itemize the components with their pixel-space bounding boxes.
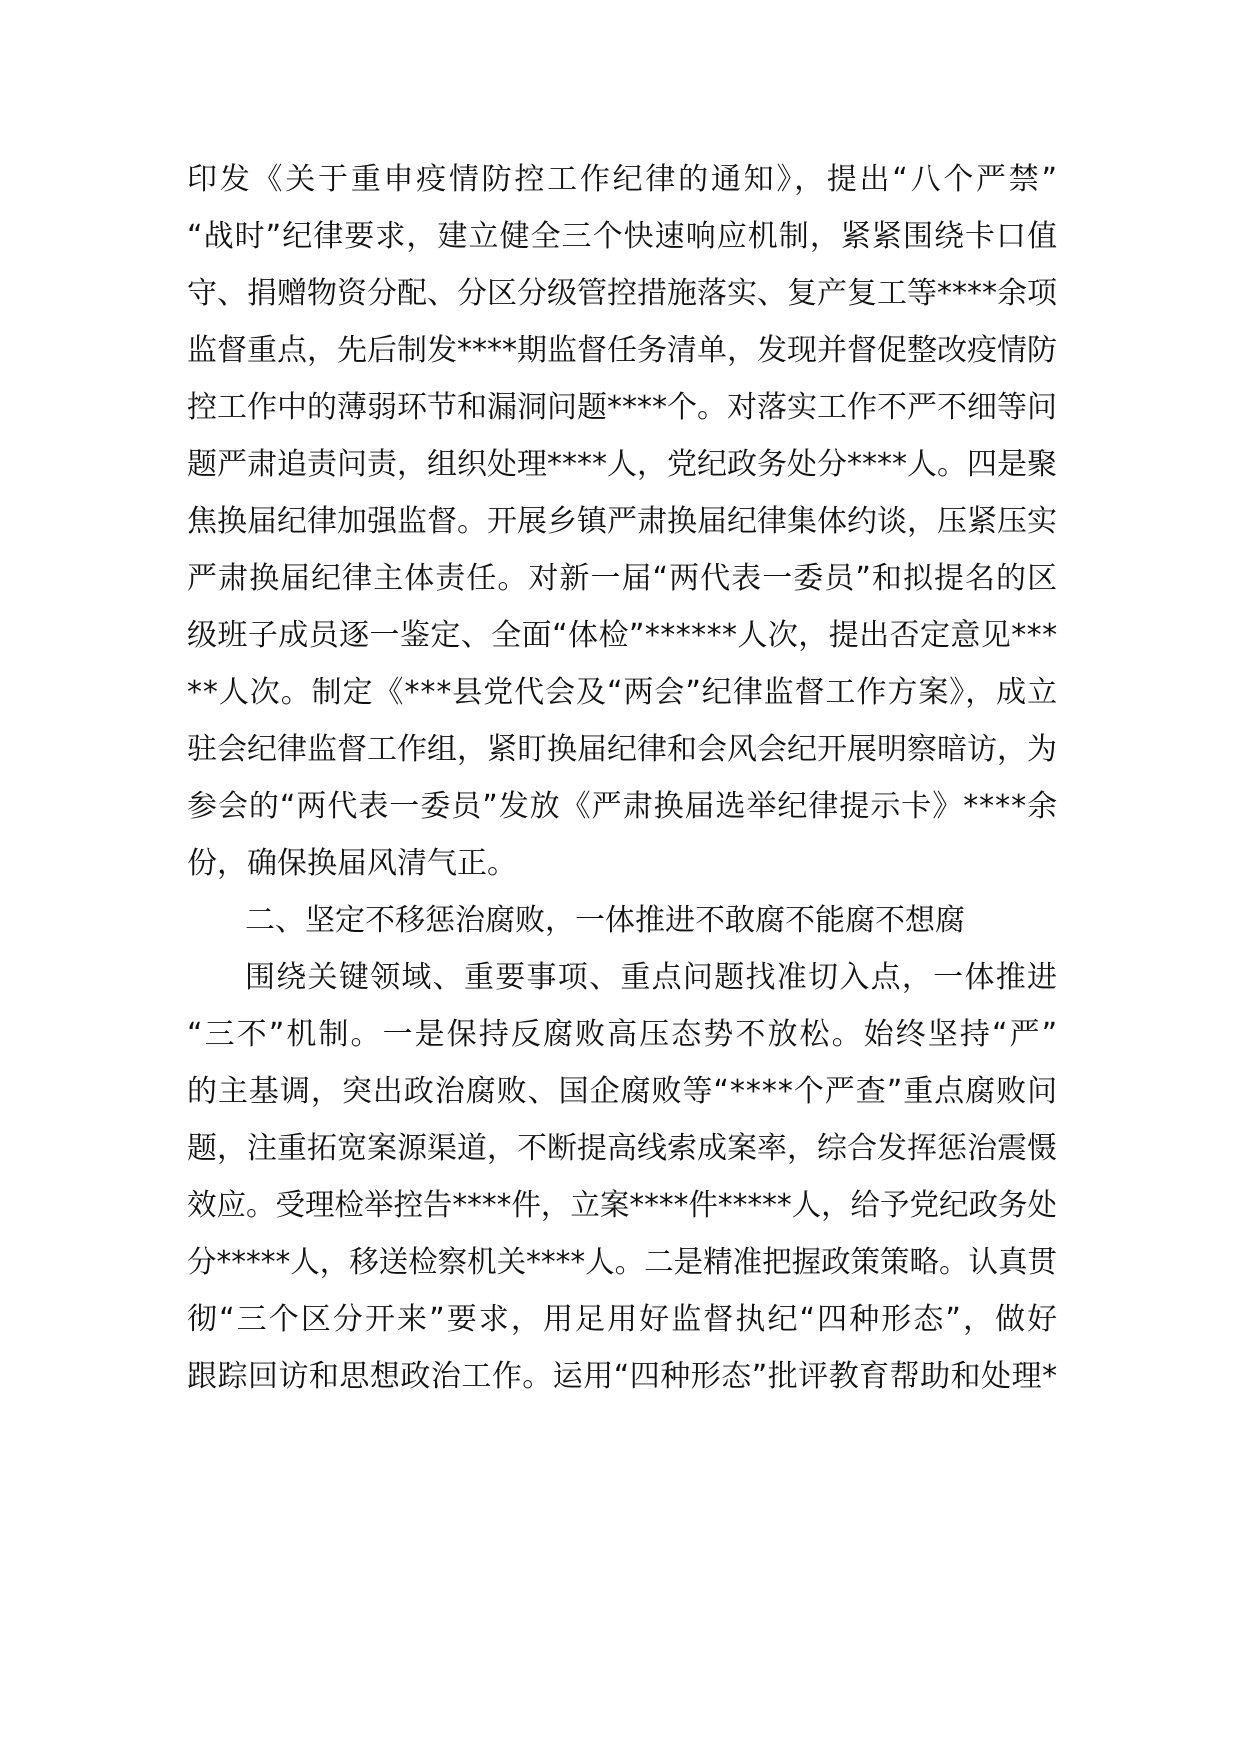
text-line: 焦换届纪律加强监督。开展乡镇严肃换届纪律集体约谈，压紧压实 bbox=[187, 504, 1057, 539]
text-line: 分*****人，移送检察机关****人。二是精准把握政策策略。认真贯 bbox=[187, 1245, 1057, 1280]
text-line: 控工作中的薄弱环节和漏洞问题****个。对落实工作不严不细等问 bbox=[187, 390, 1057, 425]
text-line: “战时”纪律要求，建立健全三个快速响应机制，紧紧围绕卡口值 bbox=[187, 219, 1059, 254]
text-line: 份，确保换届风清气正。 bbox=[187, 846, 517, 881]
text-line: 题严肃追责问责，组织处理****人，党纪政务处分****人。四是聚 bbox=[187, 447, 1057, 482]
text-line: 级班子成员逐一鉴定、全面“体检”******人次，提出否定意见*** bbox=[187, 618, 1058, 653]
section-heading: 二、坚定不移惩治腐败，一体推进不敢腐不能腐不想腐 bbox=[245, 903, 965, 938]
text-line: 监督重点，先后制发****期监督任务清单，发现并督促整改疫情防 bbox=[187, 333, 1057, 368]
text-line: 彻“三个区分开来”要求，用足用好监督执纪“四种形态”，做好 bbox=[187, 1302, 1060, 1337]
text-line: **人次。制定《***县党代会及“两会”纪律监督工作方案》，成立 bbox=[187, 675, 1059, 710]
text-line: 效应。受理检举控告****件，立案****件*****人，给予党纪政务处 bbox=[187, 1188, 1057, 1223]
text-line: 参会的“两代表一委员”发放《严肃换届选举纪律提示卡》****余 bbox=[187, 789, 1059, 824]
text-line: 跟踪回访和思想政治工作。运用“四种形态”批评教育帮助和处理* bbox=[187, 1359, 1058, 1394]
text-line: “三不”机制。一是保持反腐败高压态势不放松。始终坚持“严” bbox=[187, 1017, 1060, 1052]
text-line: 驻会纪律监督工作组，紧盯换届纪律和会风会纪开展明察暗访，为 bbox=[187, 732, 1057, 767]
text-line: 题，注重拓宽案源渠道，不断提高线索成案率，综合发挥惩治震慑 bbox=[187, 1131, 1057, 1166]
text-line: 守、捐赠物资分配、分区分级管控措施落实、复产复工等****余项 bbox=[187, 276, 1057, 311]
text-line: 围绕关键领域、重要事项、重点问题找准切入点，一体推进 bbox=[245, 960, 1059, 995]
text-line: 严肃换届纪律主体责任。对新一届“两代表一委员”和拟提名的区 bbox=[187, 561, 1059, 596]
text-line: 印发《关于重申疫情防控工作纪律的通知》，提出“八个严禁” bbox=[187, 162, 1060, 197]
text-line: 的主基调，突出政治腐败、国企腐败等“****个严查”重点腐败问 bbox=[187, 1074, 1059, 1109]
